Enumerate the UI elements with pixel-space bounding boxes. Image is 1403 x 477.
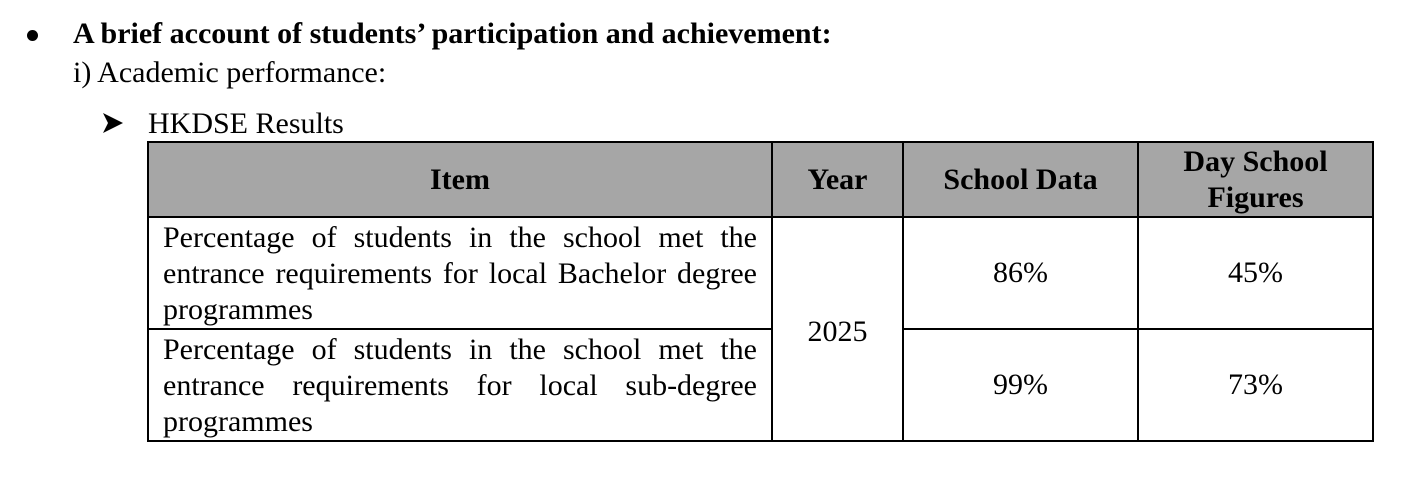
header-item: Item: [148, 142, 772, 217]
arrow-bullet-icon: [102, 112, 124, 134]
day-school-bachelor: 45%: [1138, 217, 1373, 329]
table-row: [148, 217, 1373, 329]
year-cell: 2025: [772, 217, 903, 441]
day-school-sub-degree: 73%: [1138, 329, 1373, 441]
header-school-data: School Data: [903, 142, 1138, 217]
table-header-row: [148, 142, 1373, 217]
header-day-school-figures: Day School Figures: [1138, 142, 1373, 217]
section-heading: A brief account of students’ participation and achievement:: [73, 17, 832, 50]
school-data-sub-degree: 99%: [903, 329, 1138, 441]
section-subheading: i) Academic performance:: [73, 56, 387, 89]
table-row: [148, 329, 1373, 441]
school-data-bachelor: 86%: [903, 217, 1138, 329]
header-year: Year: [772, 142, 903, 217]
hkdse-results-table: [147, 141, 1374, 442]
row-item-bachelor: Percentage of students in the school met the entrance requirements for local Bachelor degree programmes: [148, 217, 772, 329]
row-item-sub-degree: Percentage of students in the school met the entrance requirements for local sub-degree programmes: [148, 329, 772, 441]
list-item-label: HKDSE Results: [148, 107, 344, 140]
bullet-dot-icon: [27, 30, 38, 41]
